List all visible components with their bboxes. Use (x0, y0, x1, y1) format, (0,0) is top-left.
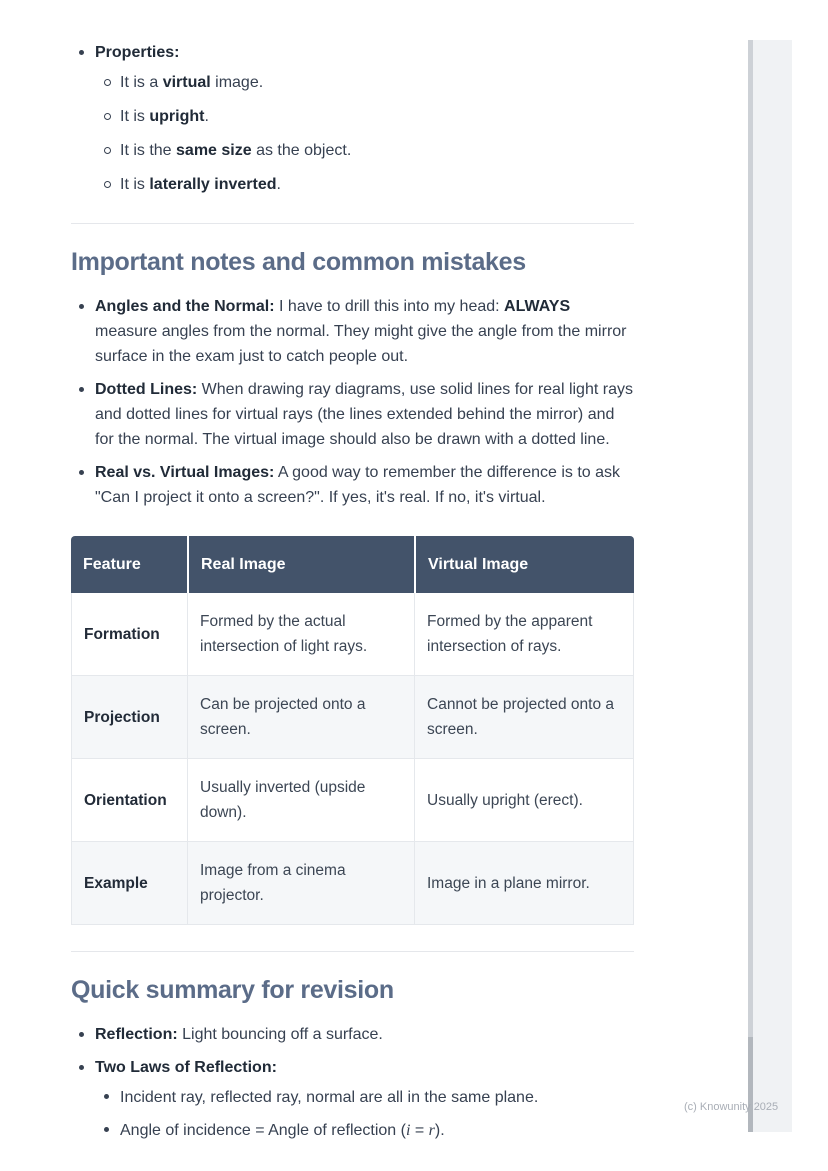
text-segment: = (410, 1122, 429, 1139)
note-item-dotted-lines (95, 377, 634, 452)
table-cell-real: Image from a cinema projector. (187, 842, 414, 925)
text-segment-bold: upright (149, 108, 205, 125)
table-row (71, 593, 634, 676)
math-variable-r: r (428, 1122, 435, 1139)
text-segment-bold: same size (176, 142, 252, 159)
text-segment-bold: ALWAYS (504, 298, 571, 315)
section-heading-notes: Important notes and common mistakes (71, 248, 526, 276)
text-segment-bold: laterally inverted (149, 176, 277, 193)
text-segment: Angle of incidence = Angle of reflection ( (120, 1122, 406, 1139)
text-segment-bold: Reflection: (95, 1026, 178, 1043)
text-segment-bold: Dotted Lines: (95, 381, 198, 398)
property-item-laterally-inverted (120, 172, 634, 197)
divider (71, 223, 634, 224)
next-page-edge-panel (753, 40, 792, 1132)
text-segment: as the object. (251, 142, 352, 159)
text-segment: Light bouncing off a surface. (177, 1026, 383, 1043)
notes-list (71, 294, 634, 510)
text-segment: ). (434, 1122, 445, 1139)
note-item-real-vs-virtual (95, 460, 634, 510)
law-item-same-plane (120, 1085, 634, 1110)
summary-item-two-laws (95, 1055, 634, 1143)
column-header-feature: Feature (71, 536, 187, 593)
page-content (71, 40, 634, 1151)
text-segment: It is a (120, 74, 163, 91)
text-segment: measure angles from the normal. They might give the angle from the mirror surface in the exam just to catch people out. (95, 323, 627, 365)
table-row (71, 676, 634, 759)
text-segment: It is (120, 108, 150, 125)
text-segment-bold: Real vs. Virtual Images: (95, 464, 275, 481)
property-item-same-size (120, 138, 634, 163)
table-cell-real: Can be projected onto a screen. (187, 676, 414, 759)
law-item-angle-equality (120, 1118, 634, 1143)
table-cell-virtual: Usually upright (erect). (414, 759, 634, 842)
two-laws-sublist (95, 1085, 634, 1143)
text-segment: image. (210, 74, 264, 91)
text-segment: It is (120, 176, 150, 193)
divider (71, 951, 634, 952)
text-segment: A good way to remember the difference is to ask "Can I project it onto a screen?". If yes, it's real. If no, it's virtual. (95, 464, 621, 506)
copyright-watermark: (c) Knowunity 2025 (684, 1101, 779, 1113)
table-header-row (71, 536, 634, 593)
summary-item-reflection (95, 1022, 634, 1047)
column-header-virtual-image: Virtual Image (414, 536, 634, 593)
table-row (71, 759, 634, 842)
properties-list (71, 40, 634, 197)
table-row (71, 842, 634, 925)
table-cell-feature: Example (71, 842, 187, 925)
text-segment: . (204, 108, 209, 125)
scrollbar-track[interactable] (748, 40, 753, 1132)
text-segment: When drawing ray diagrams, use solid lines for real light rays and dotted lines for virtual rays (the lines extended behind the mirror) and for the normal. The virtual image should also be drawn with a dotted line. (95, 381, 633, 448)
table-cell-feature: Orientation (71, 759, 187, 842)
table-cell-virtual: Formed by the apparent intersection of rays. (414, 593, 634, 676)
properties-sublist (95, 70, 634, 197)
table-cell-feature: Formation (71, 593, 187, 676)
text-segment: It is the (120, 142, 177, 159)
note-item-angles (95, 294, 634, 369)
text-segment: I have to drill this into my head: (274, 298, 505, 315)
comparison-table (71, 536, 634, 925)
text-segment-bold: Angles and the Normal: (95, 298, 275, 315)
list-item-properties (95, 40, 634, 197)
summary-list (71, 1022, 634, 1143)
math-variable-i: i (405, 1122, 411, 1139)
text-segment: Incident ray, reflected ray, normal are all in the same plane. (120, 1089, 539, 1106)
property-item-virtual (120, 70, 634, 95)
table-cell-real: Formed by the actual intersection of light rays. (187, 593, 414, 676)
table-cell-virtual: Image in a plane mirror. (414, 842, 634, 925)
table-cell-real: Usually inverted (upside down). (187, 759, 414, 842)
text-segment-bold: virtual (162, 74, 211, 91)
table-cell-feature: Projection (71, 676, 187, 759)
text-segment: . (276, 176, 281, 193)
table-cell-virtual: Cannot be projected onto a screen. (414, 676, 634, 759)
properties-label: Properties: (95, 44, 180, 61)
property-item-upright (120, 104, 634, 129)
section-heading-summary: Quick summary for revision (71, 976, 394, 1004)
column-header-real-image: Real Image (187, 536, 414, 593)
text-segment-bold: Two Laws of Reflection: (95, 1059, 277, 1076)
scrollbar-thumb[interactable] (748, 1037, 753, 1132)
